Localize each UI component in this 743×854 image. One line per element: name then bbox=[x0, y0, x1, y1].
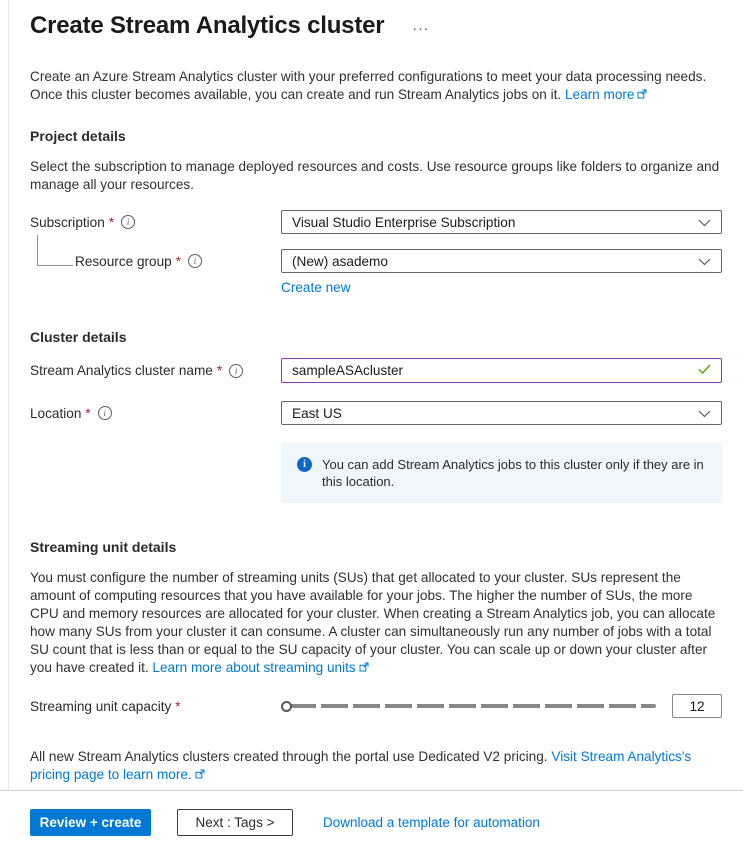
streaming-unit-capacity-row bbox=[30, 694, 723, 718]
streaming-unit-capacity-label: Streaming unit capacity * bbox=[30, 698, 181, 714]
subscription-select[interactable] bbox=[281, 210, 722, 234]
create-new-link[interactable]: Create new bbox=[281, 280, 351, 295]
learn-more-link[interactable]: Learn more bbox=[565, 87, 648, 102]
project-details-heading: Project details bbox=[30, 128, 126, 144]
subscription-label: Subscription * i bbox=[30, 215, 281, 230]
required-asterisk: * bbox=[175, 253, 182, 269]
location-info-box bbox=[281, 443, 722, 503]
chevron-down-icon bbox=[698, 406, 711, 421]
project-details-description: Select the subscription to manage deployed resources and costs. Use resource groups like folders to organize and manage all your resources. bbox=[30, 159, 720, 192]
info-filled-icon: i bbox=[297, 457, 312, 472]
slider-handle[interactable] bbox=[281, 701, 292, 712]
tree-connector-line bbox=[37, 235, 73, 266]
location-label: Location * i bbox=[30, 406, 281, 421]
learn-more-streaming-units-link[interactable]: Learn more about streaming units bbox=[152, 660, 368, 675]
required-asterisk: * bbox=[175, 698, 181, 714]
cluster-name-label: Stream Analytics cluster name * i bbox=[30, 363, 281, 378]
location-row bbox=[30, 401, 723, 425]
pricing-note: All new Stream Analytics clusters created through the portal use Dedicated V2 pricing. Visit Stream Analytics's pricing page to learn more. bbox=[30, 749, 692, 782]
subscription-selected-value: Visual Studio Enterprise Subscription bbox=[292, 214, 516, 230]
location-select[interactable] bbox=[281, 401, 722, 425]
resource-group-select[interactable] bbox=[281, 249, 722, 273]
streaming-unit-details-heading: Streaming unit details bbox=[30, 539, 177, 555]
resource-group-row bbox=[30, 249, 723, 273]
streaming-unit-capacity-slider[interactable] bbox=[281, 697, 658, 715]
info-tooltip-icon[interactable]: i bbox=[229, 364, 243, 378]
review-create-button[interactable]: Review + create bbox=[30, 809, 151, 836]
cluster-name-input[interactable] bbox=[281, 358, 722, 383]
required-asterisk: * bbox=[108, 214, 115, 230]
info-tooltip-icon[interactable]: i bbox=[188, 254, 202, 268]
page-title: Create Stream Analytics cluster bbox=[30, 12, 385, 39]
more-actions-ellipsis-icon[interactable]: ··· bbox=[412, 20, 430, 36]
cluster-details-heading: Cluster details bbox=[30, 329, 127, 345]
next-tags-button[interactable]: Next : Tags > bbox=[177, 809, 293, 836]
resource-group-label: Resource group * i bbox=[30, 254, 281, 269]
page-header bbox=[30, 12, 723, 40]
chevron-down-icon bbox=[698, 215, 711, 230]
intro-paragraph bbox=[30, 68, 723, 104]
cluster-name-value: sampleASAcluster bbox=[292, 363, 404, 378]
cluster-name-row bbox=[30, 358, 723, 383]
info-tooltip-icon[interactable]: i bbox=[121, 215, 135, 229]
intro-text: Create an Azure Stream Analytics cluster with your preferred configurations to meet your data processing needs. Once this cluster becomes available, you can create and run Stream Analytics jobs on it. bbox=[30, 69, 707, 102]
panel-edge-divider bbox=[8, 0, 9, 854]
required-asterisk: * bbox=[85, 405, 91, 421]
required-asterisk: * bbox=[216, 363, 223, 378]
external-link-icon bbox=[359, 659, 369, 677]
pricing-page-link[interactable]: Visit Stream Analytics's pricing page to learn more. bbox=[30, 749, 692, 782]
location-selected-value: East US bbox=[292, 405, 342, 421]
chevron-down-icon bbox=[698, 254, 711, 269]
external-link-icon bbox=[637, 86, 647, 104]
wizard-footer bbox=[0, 790, 743, 854]
external-link-icon bbox=[195, 766, 205, 784]
location-info-message: You can add Stream Analytics jobs to this cluster only if they are in this location. bbox=[322, 457, 704, 489]
download-template-link[interactable]: Download a template for automation bbox=[323, 815, 540, 830]
streaming-unit-description: You must configure the number of streaming units (SUs) that get allocated to your cluster. SUs represent the amount of computing resources that you have available for your jobs. The higher the number of SUs, the more CPU and memory resources are allocated for your cluster. When creating a Stream Analytics job, you can allocate how many SUs from your cluster it can consume. A cluster can simultaneously run any number of jobs with a total SU count that is less than or equal to the SU capacity of your cluster. You can scale up or down your cluster after you have created it. Learn more about streaming units bbox=[30, 570, 716, 675]
subscription-row bbox=[30, 210, 723, 234]
streaming-unit-capacity-input[interactable] bbox=[672, 694, 722, 718]
info-tooltip-icon[interactable]: i bbox=[98, 406, 112, 420]
slider-track[interactable] bbox=[289, 704, 656, 708]
resource-group-selected-value: (New) asademo bbox=[292, 253, 388, 269]
validation-check-icon bbox=[698, 363, 711, 378]
